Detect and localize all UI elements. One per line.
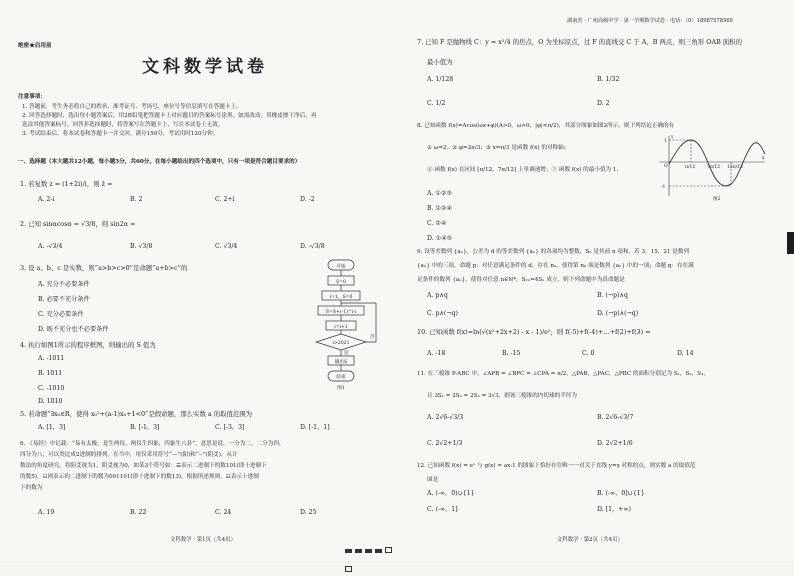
q8-items-1: ① ω=2；② φ=2π/3；③ x=π/3 是函数 f(x) 的对称轴； (427, 145, 570, 151)
page-footer-left: 文科数学 · 第1页（共4页） (170, 537, 236, 543)
flow-init2-label: i=1，S=0 (329, 295, 353, 300)
q6-option-a: A. 19 (38, 509, 55, 516)
flow-update-label: S=S+(-1)^i·i (325, 310, 357, 315)
flow-end-label: 结束 (336, 375, 346, 380)
q7-option-b: B. 1/32 (597, 76, 620, 83)
q4-option-c: C. -1010 (38, 385, 65, 392)
notice-3: 3. 考试结束后，将本试卷和答题卡一并交回。满分150分，考试用时120分钟。 (22, 131, 219, 137)
q2-option-c: C. √3/4 (215, 243, 238, 250)
q10-option-c: C. 0 (582, 350, 595, 357)
q3-option-d: D. 既不充分也不必要条件 (38, 326, 109, 333)
q10-option-d: D. 14 (677, 350, 694, 357)
q11-option-d: D. 2√2+1/6 (597, 440, 633, 447)
q5-option-d: D. [-1，1] (300, 424, 330, 431)
flow-init-label: S=0 (336, 280, 346, 285)
question-7: 7. 已知 F 是抛物线 C：y = x²/4 的焦点，O 为坐标原点，过 F 的直线交 C 于 A，B 两点，则三角形 OAB 面积的 (417, 38, 742, 46)
notice-1: 1. 答题前，考生务必将自己的姓名、准考证号、考场号、座位号等信息填写在答题卡上。 (22, 104, 242, 110)
question-6-line-2: 四分为八，可以类比成2进制的排列。在当中，用仅采用符号“—”(阳)和“--”(阴爻)，从计 (20, 452, 238, 458)
q5-option-c: C. [-3，3] (215, 424, 245, 431)
page-right (397, 0, 794, 561)
q9-option-b: B. (¬p)∧q (597, 292, 628, 299)
page-left (0, 0, 397, 561)
q4-option-b: B. 1011 (38, 370, 63, 377)
question-9-line-3: 足条件的数列 {aₙ}，使得对任意 n∈N*，S₂ₙ=4Sₙ 成立，则下列命题中为真命题是 (417, 277, 625, 283)
question-9-line-2: {aₙ} 中的三项，命题 p：对任意满足条件的 d，存在 n₀，使得第 n₀ 项是数列 {aₙ} 中的一项；命题 q：存在满 (417, 263, 694, 269)
q1-option-a: A. 2-i (38, 196, 55, 203)
q9-option-c: C. p∧(¬q) (427, 310, 458, 317)
question-6-line-5: 下的数为 (20, 485, 43, 491)
side-tab-marker (787, 232, 794, 254)
q9-option-a: A. p∧q (427, 292, 448, 299)
graph-origin: O (664, 164, 668, 169)
q12-option-a: A. (-∞，0)∪{1} (427, 490, 475, 497)
q3-option-b: B. 必要不充分条件 (38, 296, 90, 303)
q12-option-b: B. (-∞，0]∪{1} (597, 490, 645, 497)
flow-decision-label: i>2021 (332, 341, 350, 346)
graph-label-neg-one: -1 (661, 185, 666, 190)
registration-marks (345, 538, 397, 576)
q9-option-d: D. (¬p)∧(¬q) (597, 310, 639, 317)
q4-option-a: A. -1011 (38, 355, 65, 362)
question-10: 10. 已知函数 f(x)=ln(√(x²+2x+2) - x - 1)/e²，则 f(-5)+f(-4)+…+f(2)+f(3) = (417, 328, 651, 336)
flow-start-label: 开始 (336, 264, 346, 270)
cosine-curve (669, 140, 765, 186)
q5-option-a: A. [1，3] (38, 424, 66, 431)
q11-option-a: A. 2√6-√3/3 (427, 414, 464, 421)
notice-heading: 注意事项： (18, 94, 46, 100)
q8-items-2: ④ 函数 f(x) 在区间 [π/12，7π/12] 上单调递增；⑤ 函数 f(x) 的最小值为 1. (427, 167, 619, 173)
q3-option-a: A. 充分不必要条件 (38, 281, 90, 288)
graph-label-13pi12: 13π/12 (727, 165, 743, 170)
graph-label-7pi12: 7π/12 (707, 165, 721, 170)
q2-option-a: A. -√3/4 (38, 243, 63, 250)
q6-option-b: B. 22 (130, 509, 147, 516)
q11-option-b: B. 2√6-√3/7 (597, 414, 634, 421)
question-12-line-1: 12. 已知函数 f(x) = eˣ 与 g(x) = ax-1 的图象上恰好存在唯一一对关于直线 y=x 对称的点，则实数 a 的取值范 (417, 463, 696, 469)
secret-label: 绝密★启用前 (18, 43, 52, 49)
q10-option-a: A. -18 (427, 350, 446, 357)
graph-caption: 图2 (713, 197, 721, 202)
question-11-line-1: 11. 在三棱锥 P-ABC 中，∠APB = ∠BPC = ∠CPA = π/2，△PAB，△PAC，△PBC 的面积分别记为 S₁，S₂，S₃， (417, 371, 709, 377)
question-5: 5. 若命题“∃x₀∈R，使得 x₀²+(a-1)x₀+1<0”是假命题，那么实数 a 的取值范围为 (20, 410, 253, 418)
q8-option-a: A. ①②③ (427, 190, 453, 197)
graph-y-label: y (671, 135, 674, 140)
q8-option-c: C. ②④ (427, 220, 447, 227)
q11-option-c: C. 2√2+1/3 (427, 440, 463, 447)
question-11-line-2: 且 3S₁ = 2S₂ = 2S₃ = 3√3，则该三棱锥的内切球的半径为 (427, 393, 577, 399)
flow-output-label: 输出S (334, 360, 348, 365)
q5-option-b: B. [-1，3] (130, 424, 160, 431)
question-6-line-1: 6. 《易经》中记载：“易有太极，是生两仪，两仪生四象，四象生八卦”，意思是说，一分为二，二分为四， (20, 441, 285, 447)
q12-option-c: C. (-∞，1] (427, 506, 458, 513)
graph-label-one: 1 (664, 139, 667, 144)
question-3: 3. 设 a、b、c 是实数，则“a>b>c>0”是命题“a+b>c”的 (20, 264, 188, 272)
notice-2b: 选涂其他答案标号。回答非选择题时，将答案写在答题卡上，写在本试卷上无效。 (22, 122, 224, 128)
q10-option-b: B. -15 (502, 350, 521, 357)
q3-option-c: C. 充分必要条件 (38, 311, 84, 318)
q2-option-b: B. √3/8 (130, 243, 153, 250)
flow-no-label: 否 (369, 335, 375, 340)
page-footer-right: 文科数学 · 第2页（共4页） (557, 537, 623, 543)
q7-option-a: A. 1/128 (427, 76, 454, 83)
question-12-line-2: 围是 (427, 477, 439, 483)
q7-option-d: D. 2 (597, 100, 610, 107)
flow-yes-label: 是 (343, 351, 349, 356)
question-8: 8. 已知函数 f(x)=Acos(ωx+φ)(A>0，ω>0，|φ|<π/2)，其部分图象如图2所示，则下列结论正确的有 (417, 123, 675, 129)
page-header: 湖南省 · 广州高级中学 · 第一学期数学试卷 · 电话：（0）18987578565 (567, 18, 733, 24)
question-7-cont: 最小值为 (427, 58, 453, 66)
q1-option-c: C. 2+i (215, 196, 235, 203)
section-heading: 一、选择题（本大题共12小题，每小题5分，共60分。在每小题给出的四个选项中，只有一项是符合题目要求的） (18, 159, 301, 165)
q7-option-c: C. 1/2 (427, 100, 446, 107)
q12-option-d: D. [1，+∞) (597, 506, 631, 513)
q2-option-d: D. -√3/8 (300, 243, 325, 250)
flow-increment-label: i=i+1 (334, 325, 348, 330)
cosine-graph (655, 132, 770, 202)
page-title: 文科数学试卷 (142, 57, 268, 77)
question-9-line-1: 9. 设等差数列 {aₙ}，公差为 d 的等差数列 {aₙ} 的各项均为整数，Sₙ 是其前 n 项和，若 3，15，21 是数列 (417, 249, 690, 255)
notice-2: 2. 回答选择题时，选出每小题答案后，用2B铅笔把答题卡上对应题目的答案标号涂黑。如需改动，用橡皮擦干净后，再 (22, 113, 317, 119)
flowchart-diagram (300, 258, 390, 393)
q1-option-d: D. -2 (300, 196, 315, 203)
q1-option-b: B. 2 (130, 196, 143, 203)
flow-figure-caption: 图1 (337, 386, 345, 391)
question-6-line-3: 数法的角度研究，将阳爻视为1，阴爻视为0，如某3个符号如：☰表示二进制下的数101(即十进制下 (20, 463, 267, 469)
q6-option-c: C. 24 (215, 509, 232, 516)
graph-label-pi12: π/12 (685, 165, 696, 170)
q8-option-b: B. ①②④ (427, 205, 453, 212)
question-1: 1. 若复数 z = (1+2i)/i，则 z̄ = (20, 180, 113, 188)
question-6-line-4: 的数5)，☷则表示的二进制下的数为001101(即十进制下的数13)，根据所述规则，☳表示十进制 (20, 474, 259, 480)
q8-option-d: D. ①④⑤ (427, 235, 453, 242)
q4-option-d: D. 1010 (38, 398, 63, 405)
graph-x-label: x (762, 156, 765, 161)
q6-option-d: D. 25 (300, 509, 317, 516)
question-4: 4. 执行如图1所示的程序框图，则输出的 S 值为 (20, 341, 156, 349)
question-2: 2. 已知 sinαcosα = √3/8，则 sin2α = (20, 220, 136, 228)
